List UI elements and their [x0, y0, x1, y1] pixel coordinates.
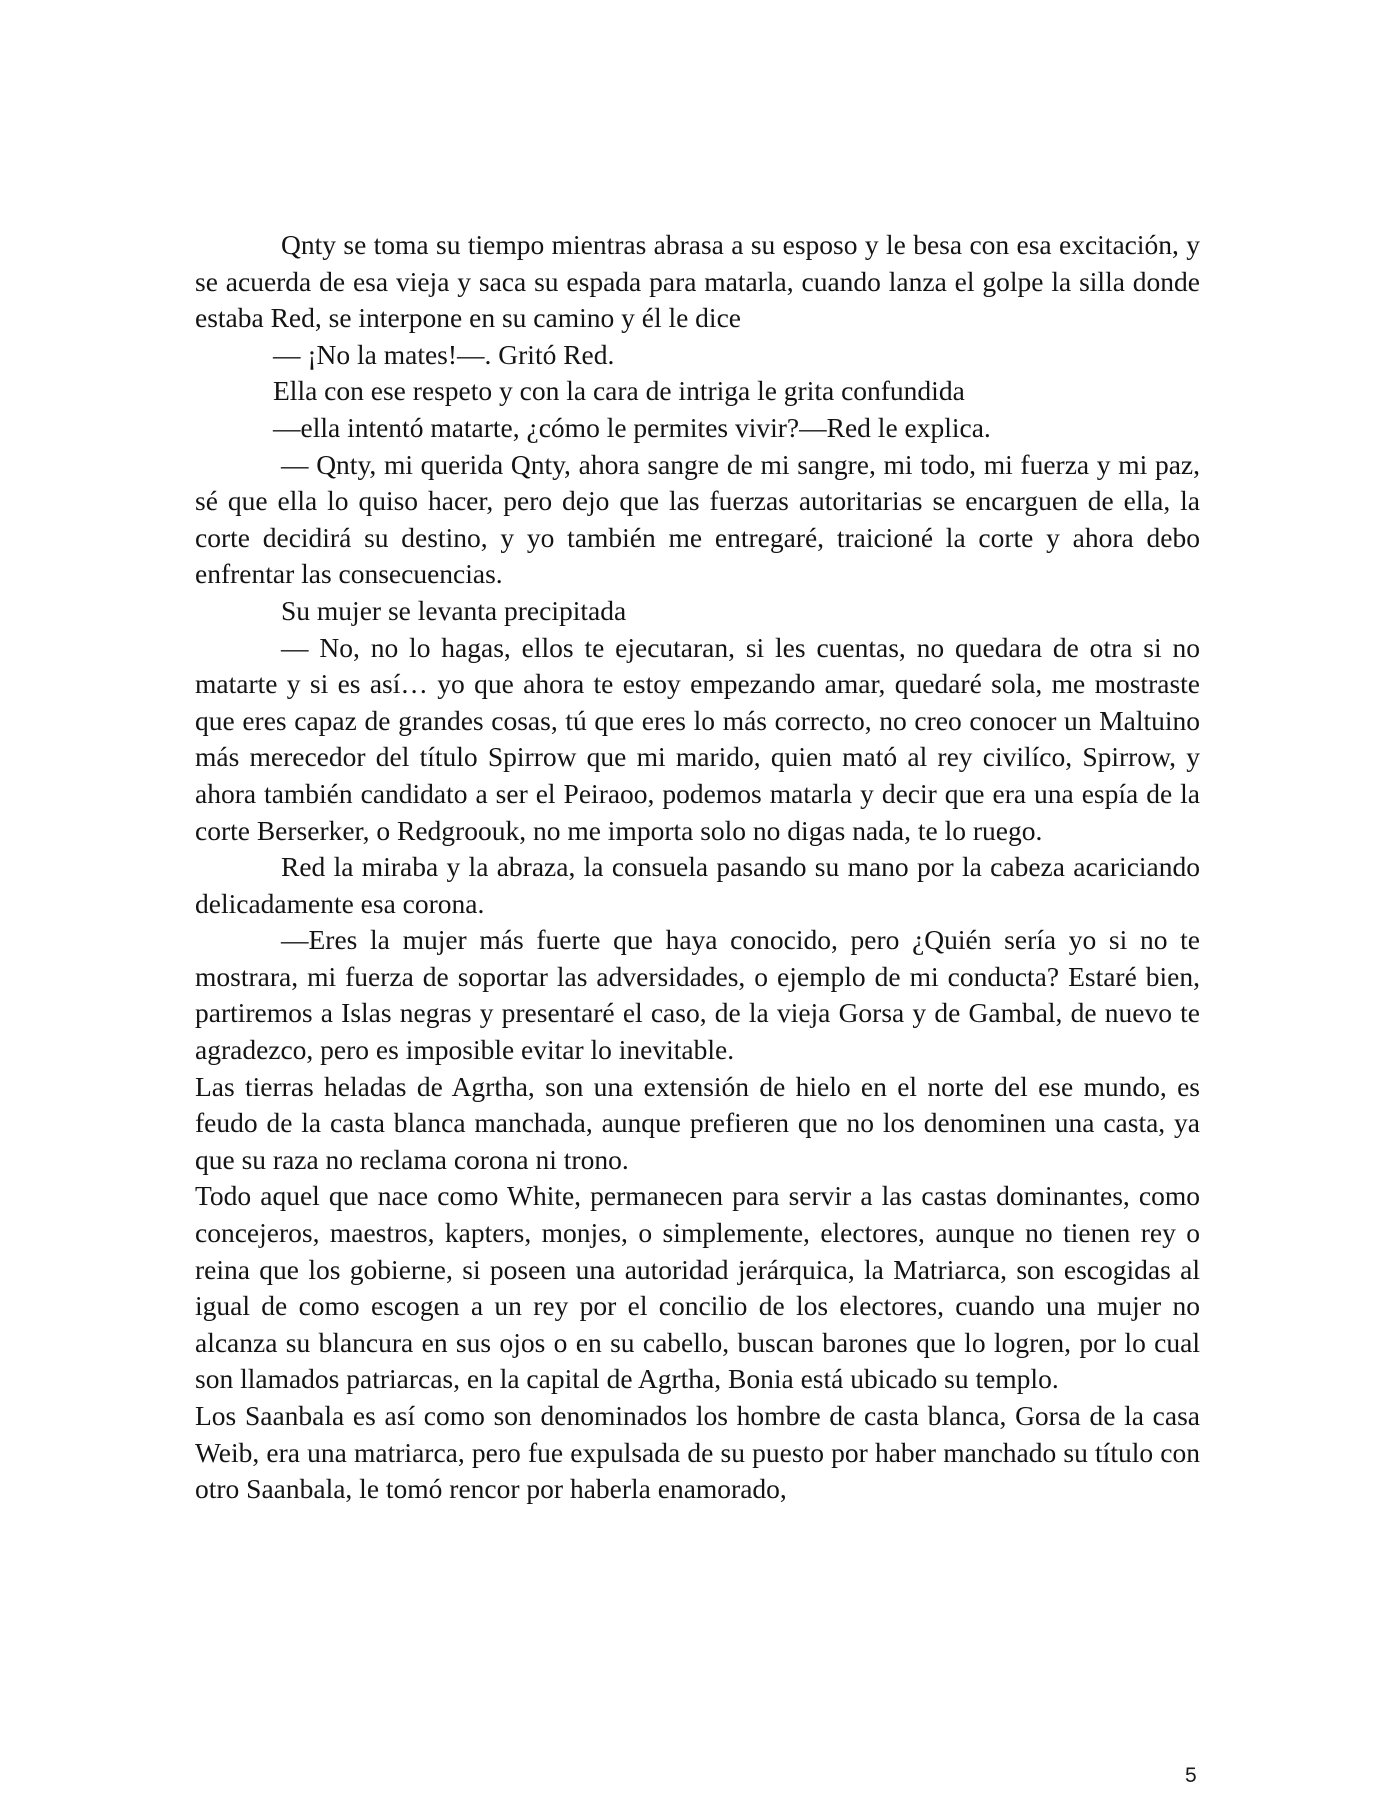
paragraph-11: Todo aquel que nace como White, permanecen para servir a las castas dominantes, como concejeros, maestros, kapters, monjes, o simplemente, electores, aunque no tienen rey o reina que los gobierne, si poseen una autoridad jerárquica, la Matriarca, son escogidas al igual de como escogen a un rey por el concilio de los electores, cuando una mujer no alcanza su blancura en sus ojos o en su cabello, buscan barones que lo logren, por lo cual son llamados patriarcas, en la capital de Agrtha, Bonia está ubicado su templo. [195, 1180, 1200, 1395]
page-body [195, 227, 1200, 1508]
page-number: 5 [1185, 1764, 1197, 1787]
paragraph-2: — ¡No la mates!—. Gritó Red. [273, 338, 615, 370]
paragraph-8: Red la miraba y la abraza, la consuela pasando su mano por la cabeza acariciando delicadamente esa corona. [195, 851, 1200, 919]
paragraph-12: Los Saanbala es así como son denominados los hombre de casta blanca, Gorsa de la casa Weib, era una matriarca, pero fue expulsada de su puesto por haber manchado su título con otro Saanbala, le tomó rencor por haberla enamorado, [195, 1400, 1200, 1505]
paragraph-4: —ella intentó matarte, ¿cómo le permites vivir?—Red le explica. [273, 411, 991, 443]
paragraph-3: Ella con ese respeto y con la cara de intriga le grita confundida [273, 375, 965, 407]
paragraph-1: Qnty se toma su tiempo mientras abrasa a su esposo y le besa con esa excitación, y se acuerda de esa vieja y saca su espada para matarla, cuando lanza el golpe la silla donde estaba Red, se interpone en su camino y él le dice [195, 229, 1200, 334]
paragraph-5: — Qnty, mi querida Qnty, ahora sangre de mi sangre, mi todo, mi fuerza y mi paz, sé que ella lo quiso hacer, pero dejo que las fuerzas autoritarias se encarguen de ella, la corte decidirá su destino, y yo también me entregaré, traicioné la corte y ahora debo enfrentar las consecuencias. [195, 448, 1200, 590]
paragraph-7: — No, no lo hagas, ellos te ejecutaran, si les cuentas, no quedara de otra si no matarte y si es así… yo que ahora te estoy empezando amar, quedaré sola, me mostraste que eres capaz de grandes cosas, tú que eres lo más correcto, no creo conocer un Maltuino más merecedor del título Spirrow que mi marido, quien mató al rey civilíco, Spirrow, y ahora también candidato a ser el Peiraoo, podemos matarla y decir que era una espía de la corte Berserker, o Redgroouk, no me importa solo no digas nada, te lo ruego. [195, 631, 1200, 846]
paragraph-10: Las tierras heladas de Agrtha, son una extensión de hielo en el norte del ese mundo, es feudo de la casta blanca manchada, aunque prefieren que no los denominen una casta, ya que su raza no reclama corona ni trono. [195, 1070, 1200, 1175]
paragraph-9: —Eres la mujer más fuerte que haya conocido, pero ¿Quién sería yo si no te mostrara, mi fuerza de soportar las adversidades, o ejemplo de mi conducta? Estaré bien, partiremos a Islas negras y presentaré el caso, de la vieja Gorsa y de Gambal, de nuevo te agradezco, pero es imposible evitar lo inevitable. [195, 924, 1200, 1066]
paragraph-6: Su mujer se levanta precipitada [281, 594, 627, 626]
